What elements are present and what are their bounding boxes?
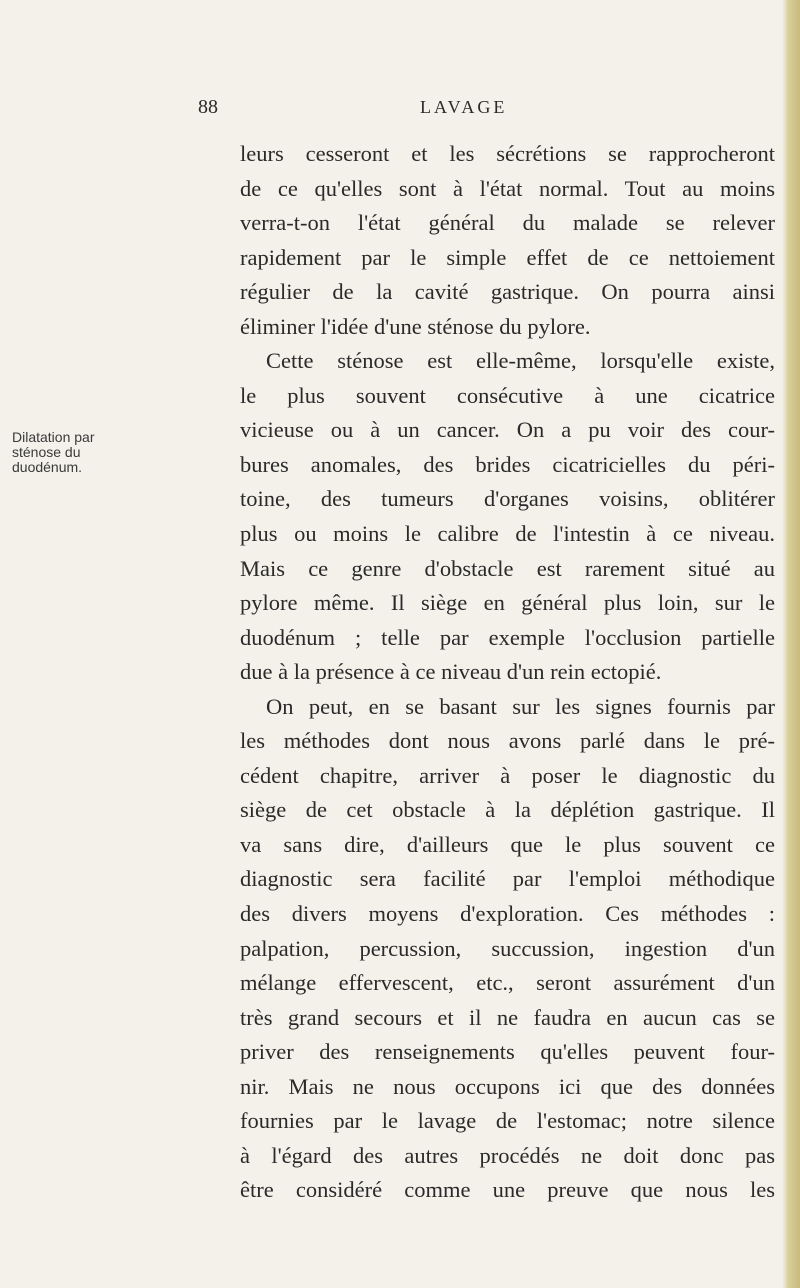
text-line: vicieuse ou à un cancer. On a pu voir des cour-: [240, 417, 775, 443]
text-line: éliminer l'idée d'une sténose du pylore.: [240, 313, 591, 339]
text-line: le plus souvent consécutive à une cicatrice: [240, 382, 775, 408]
text-line: être considéré comme une preuve que nous les: [240, 1177, 775, 1203]
text-line: des divers moyens d'exploration. Ces méthodes :: [240, 901, 775, 927]
text-line: à l'égard des autres procédés ne doit donc pas: [240, 1142, 775, 1168]
page-edge-shadow: [782, 0, 800, 1288]
text-line: Mais ce genre d'obstacle est rarement situé au: [240, 555, 775, 581]
text-line: verra-t-on l'état général du malade se relever: [240, 210, 775, 236]
text-line: plus ou moins le calibre de l'intestin à ce niveau.: [240, 521, 775, 547]
text-line: due à la présence à ce niveau d'un rein ectopié.: [240, 659, 662, 685]
text-line: duodénum ; telle par exemple l'occlusion partielle: [240, 624, 775, 650]
text-line: toine, des tumeurs d'organes voisins, oblitérer: [240, 486, 775, 512]
text-line: leurs cesseront et les sécrétions se rapprocheront: [240, 141, 775, 166]
text-line: Cette sténose est elle-même, lorsqu'elle existe,: [266, 348, 775, 374]
text-line: cédent chapitre, arriver à poser le diagnostic du: [240, 762, 775, 788]
text-line: palpation, percussion, succussion, ingestion d'un: [240, 935, 775, 961]
text-line: bures anomales, des brides cicatricielles du péri-: [240, 451, 775, 477]
running-title: LAVAGE: [420, 97, 508, 117]
margin-note: [12, 430, 112, 475]
text-line: de ce qu'elles sont à l'état normal. Tout au moins: [240, 175, 775, 201]
margin-note-line: sténose du: [12, 444, 81, 460]
text-line: siège de cet obstacle à la déplétion gastrique. Il: [240, 797, 775, 823]
text-line: priver des renseignements qu'elles peuvent four-: [240, 1039, 775, 1065]
text-line: pylore même. Il siège en général plus loin, sur le: [240, 590, 775, 616]
page-number: 88: [198, 96, 218, 118]
text-line: très grand secours et il ne faudra en aucun cas se: [240, 1004, 775, 1030]
margin-note-line: Dilatation par: [12, 429, 95, 445]
text-line: les méthodes dont nous avons parlé dans le pré-: [240, 728, 775, 754]
text-line: nir. Mais ne nous occupons ici que des données: [240, 1073, 775, 1099]
text-line: fournies par le lavage de l'estomac; notre silence: [240, 1108, 775, 1134]
margin-note-line: duodénum.: [12, 459, 83, 475]
text-line: mélange effervescent, etc., seront assurément d'un: [240, 970, 775, 996]
body-text: [240, 137, 775, 1208]
text-line: va sans dire, d'ailleurs que le plus souvent ce: [240, 831, 775, 857]
text-line: On peut, en se basant sur les signes fournis par: [266, 693, 775, 719]
text-line: rapidement par le simple effet de ce nettoiement: [240, 244, 775, 270]
text-line: diagnostic sera facilité par l'emploi méthodique: [240, 866, 775, 892]
text-line: régulier de la cavité gastrique. On pourra ainsi: [240, 279, 775, 305]
